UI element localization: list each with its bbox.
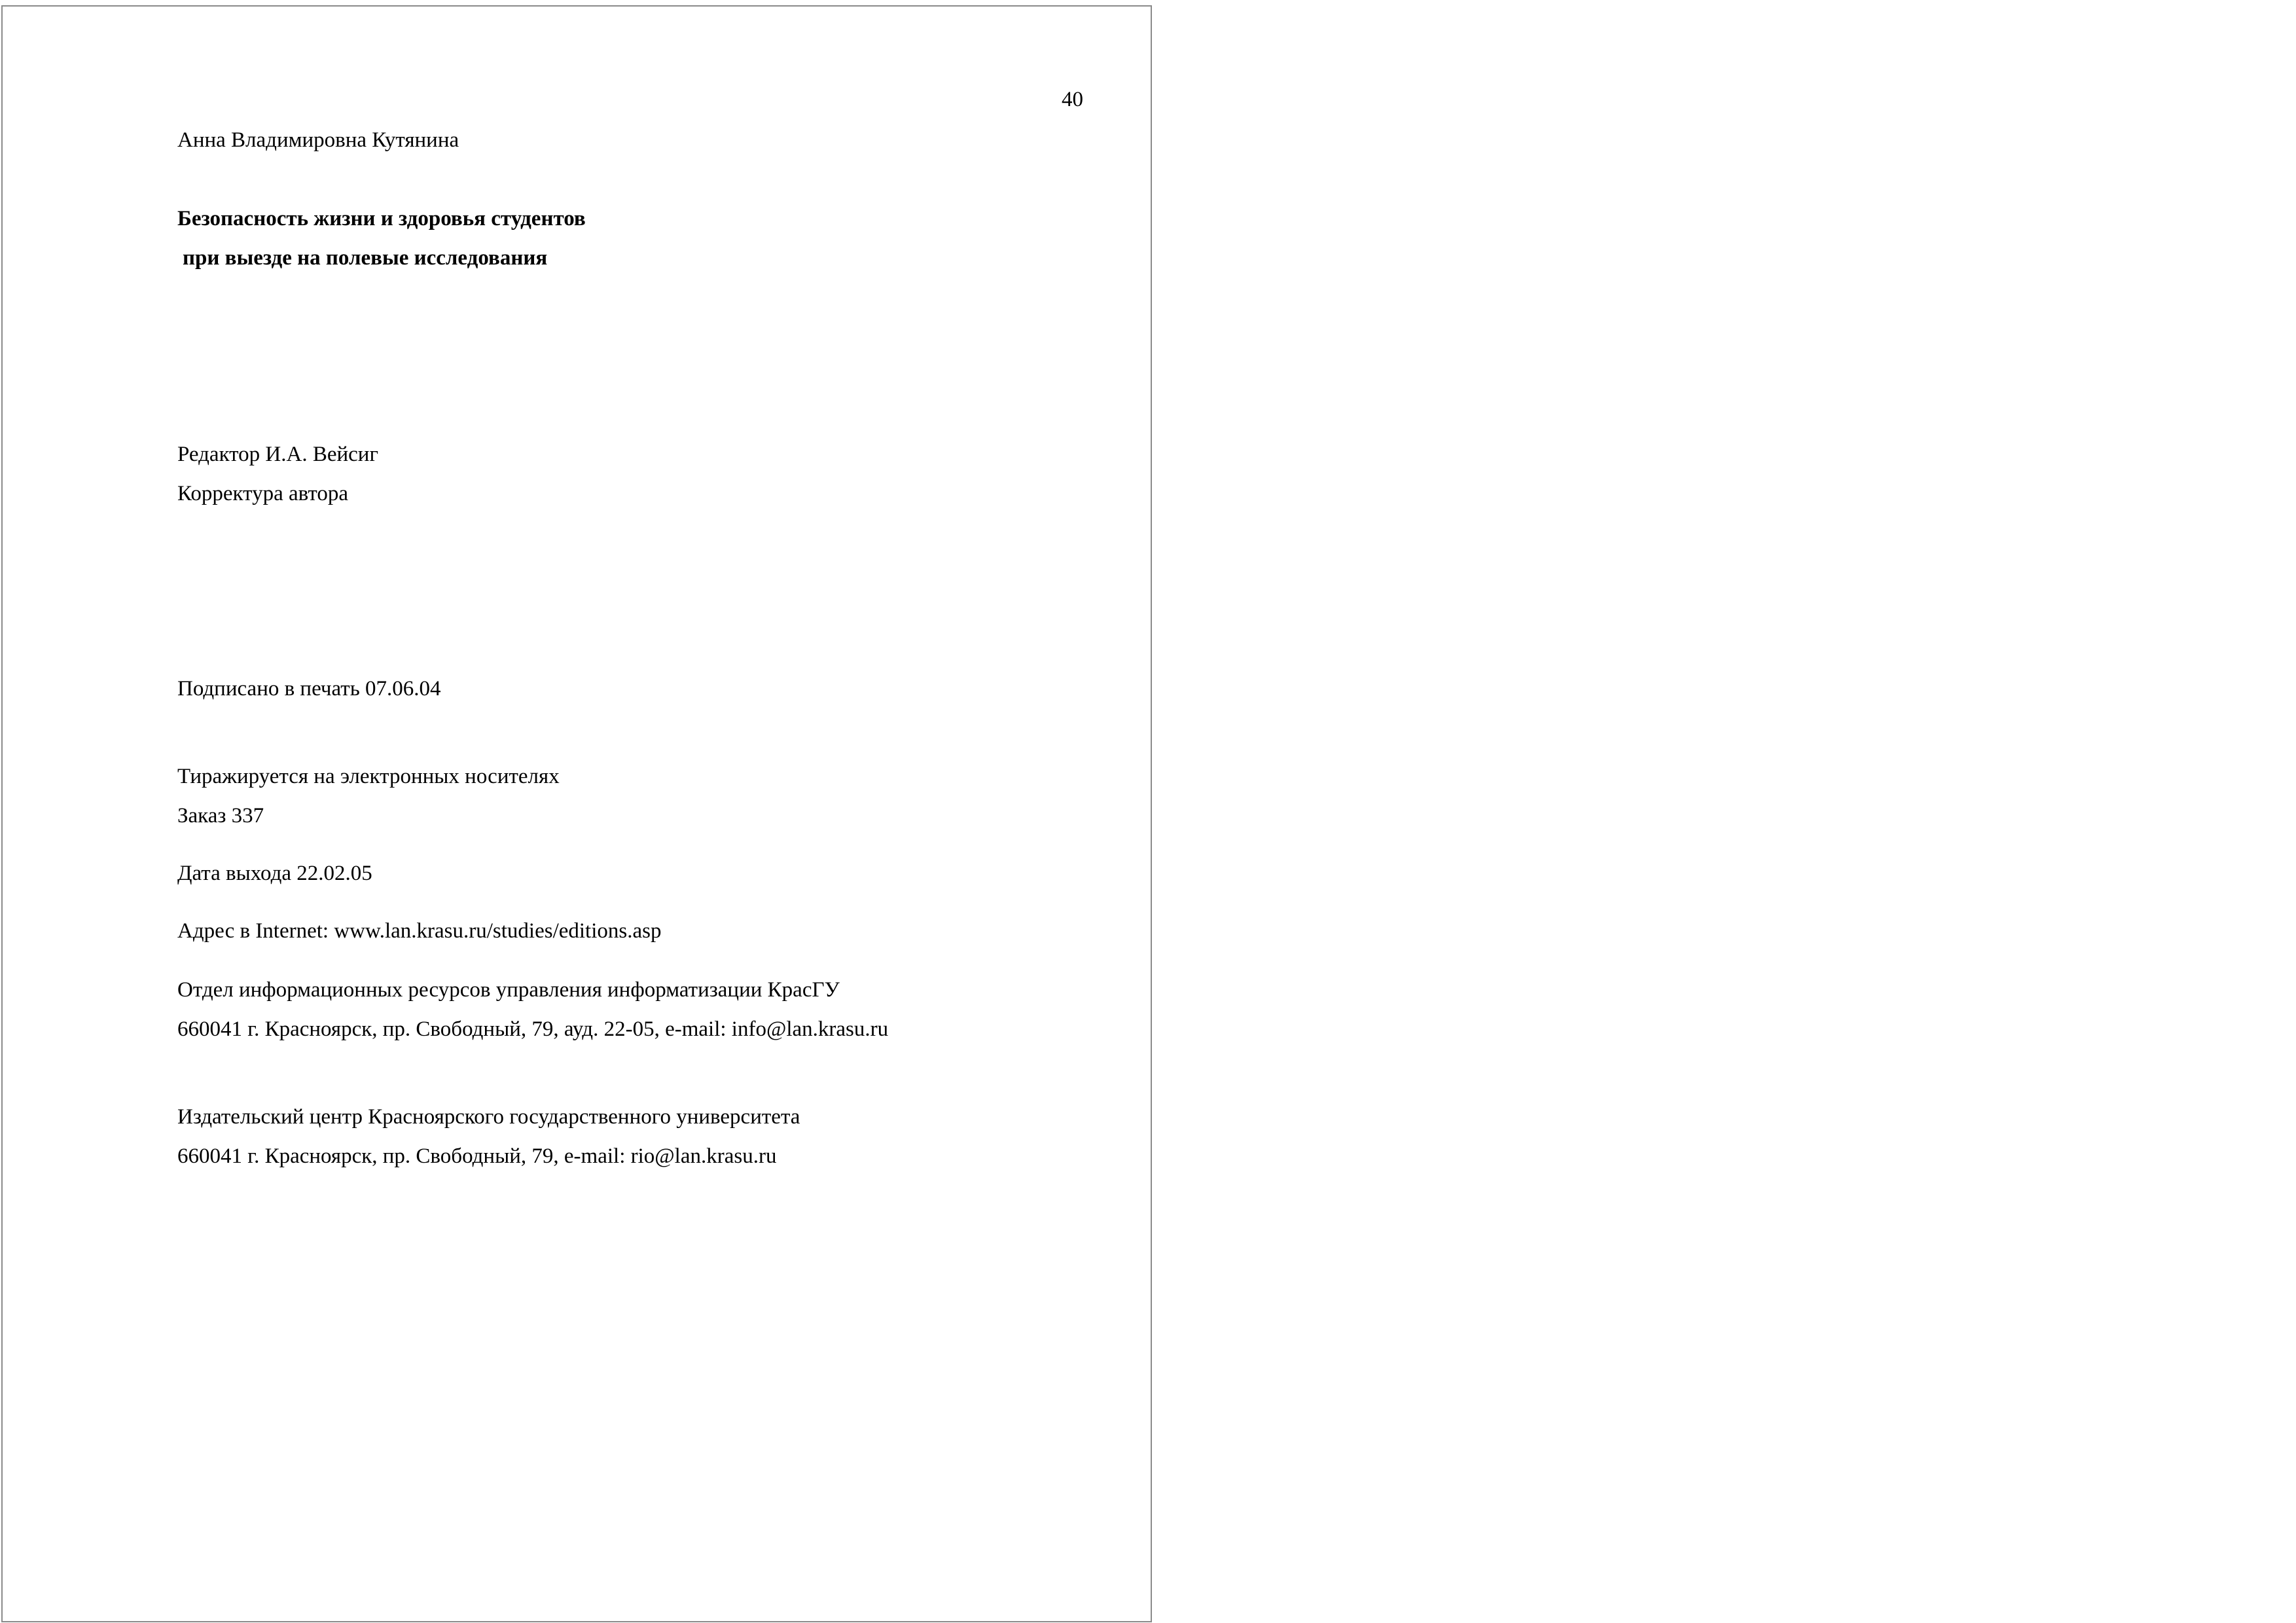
title-line-2: при выезде на полевые исследования	[183, 246, 548, 270]
proofreading-credit: Корректура автора	[177, 482, 349, 505]
replication-note: Тиражируется на электронных носителях	[177, 765, 560, 788]
internet-address: Адрес в Internet: www.lan.krasu.ru/studies/editions.asp	[177, 919, 662, 943]
department-name: Отдел информационных ресурсов управления информатизации КрасГУ	[177, 978, 840, 1002]
department-address: 660041 г. Красноярск, пр. Свободный, 79, ауд. 22-05, e-mail: info@lan.krasu.ru	[177, 1017, 889, 1041]
page-number: 40	[1062, 88, 1083, 111]
title-line-1: Безопасность жизни и здоровья студентов	[177, 207, 586, 230]
editor-credit: Редактор И.А. Вейсиг	[177, 443, 378, 466]
document-page	[1, 5, 1152, 1622]
signed-date: Подписано в печать 07.06.04	[177, 677, 441, 701]
release-date: Дата выхода 22.02.05	[177, 862, 372, 885]
author-name: Анна Владимировна Кутянина	[177, 128, 459, 152]
order-number: Заказ 337	[177, 804, 264, 828]
publisher-name: Издательский центр Красноярского государственного университета	[177, 1105, 800, 1129]
publisher-address: 660041 г. Красноярск, пр. Свободный, 79, e-mail: rio@lan.krasu.ru	[177, 1144, 777, 1168]
